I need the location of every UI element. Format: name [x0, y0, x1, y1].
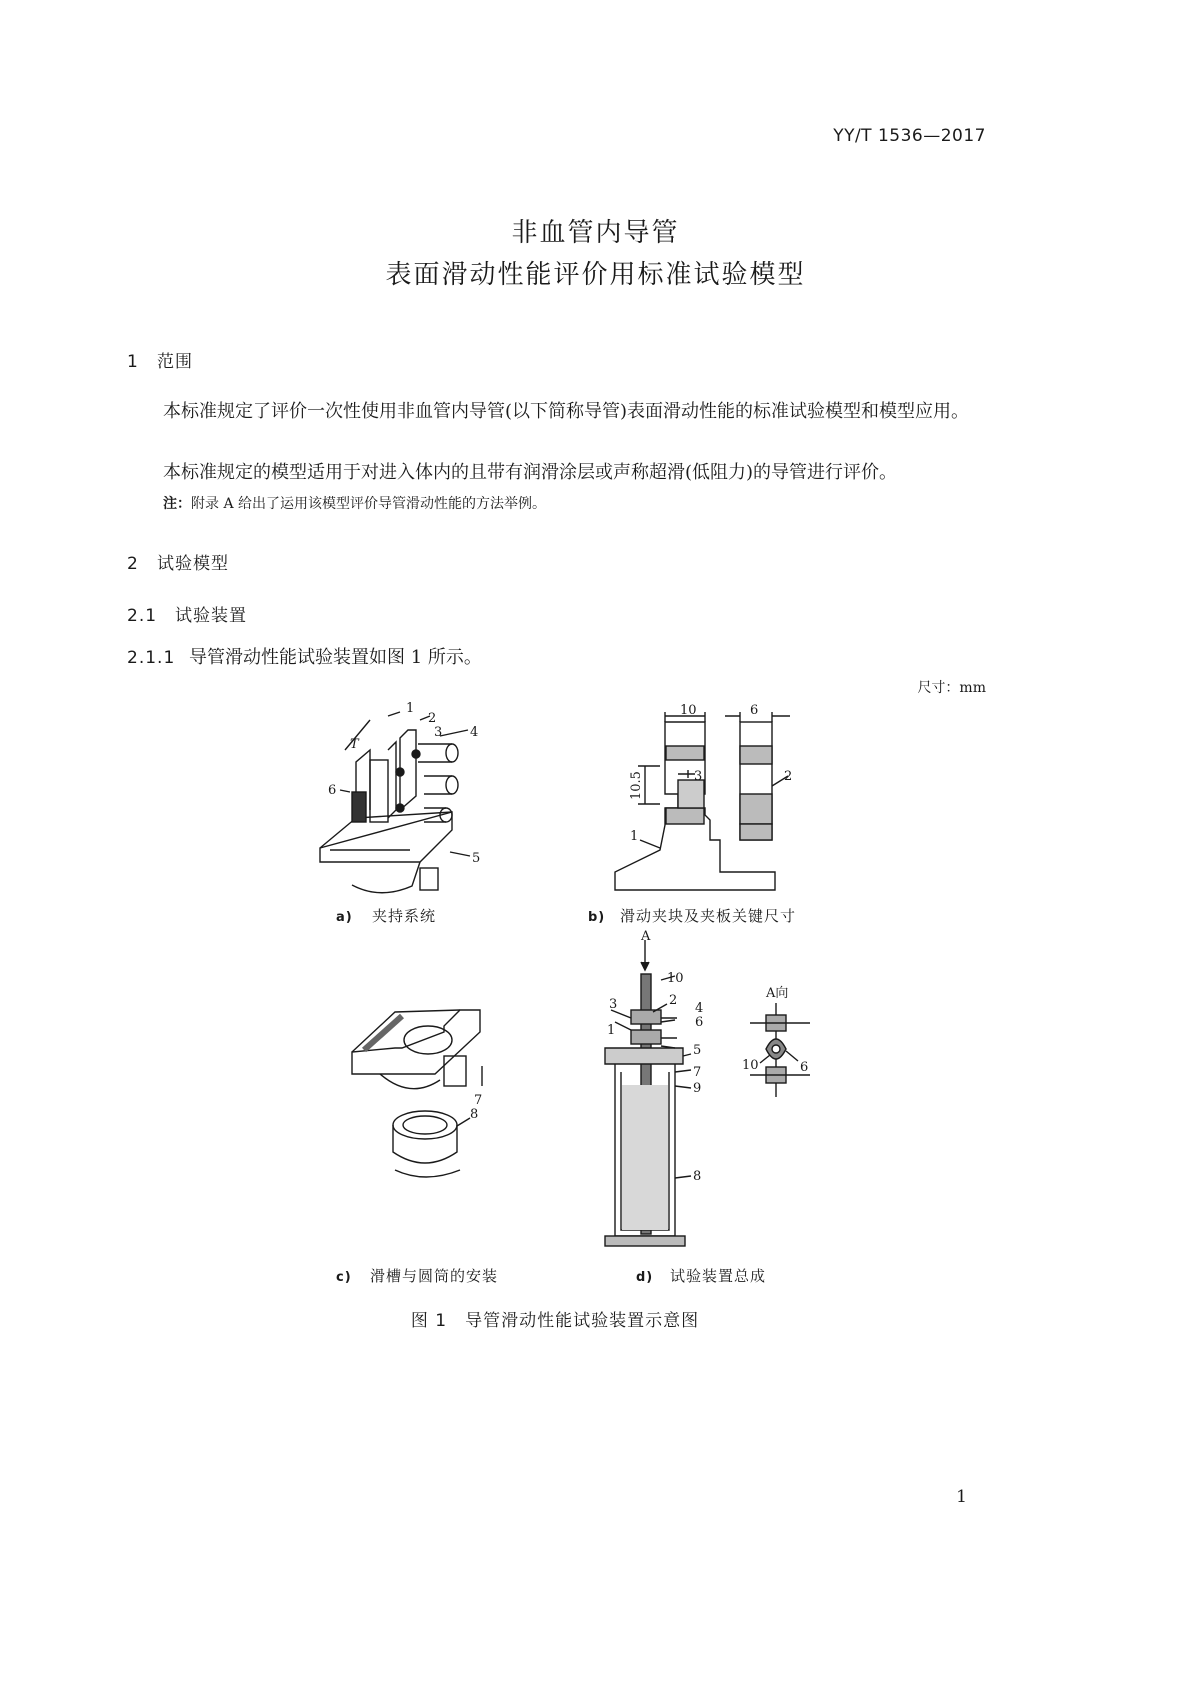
- label-4: 4: [470, 725, 479, 740]
- caption-a: [336, 905, 436, 926]
- caption-b-label: b): [588, 910, 606, 925]
- slot-hatch-1: [666, 746, 704, 760]
- label-6: 6: [695, 1015, 704, 1030]
- section-title: 试验模型: [157, 554, 229, 574]
- caption-d: [636, 1265, 766, 1286]
- label-7: 7: [474, 1093, 483, 1108]
- label-5: 5: [472, 851, 481, 866]
- section-title: 范围: [157, 352, 193, 372]
- section-title: 试验装置: [175, 606, 247, 626]
- caption-c-label: c): [336, 1270, 352, 1285]
- clause-2-1-1: [127, 644, 482, 672]
- part-7: [444, 1056, 466, 1086]
- label-10-5: 10.5: [629, 771, 644, 800]
- label-5: 5: [693, 1043, 702, 1058]
- unit-note: 尺寸：mm: [917, 680, 986, 696]
- label-2: 2: [428, 711, 437, 726]
- caption-d-label: d): [636, 1270, 654, 1285]
- standard-code: YY/T 1536—2017: [833, 126, 986, 146]
- label-1: 1: [630, 829, 639, 844]
- cylinder-base: [605, 1236, 685, 1246]
- page-number: 1: [956, 1487, 967, 1507]
- liquid-9: [622, 1085, 668, 1230]
- note-text: 附录 A 给出了运用该模型评价导管滑动性能的方法举例。: [191, 496, 547, 512]
- clamp-plate-right: [388, 742, 396, 818]
- section-number: 1: [127, 352, 139, 372]
- caption-c-text: 滑槽与圆筒的安装: [370, 1267, 499, 1285]
- label-3: 3: [434, 725, 443, 740]
- figure-b-key-dimensions: [600, 700, 800, 900]
- figure-c-mounting: [340, 990, 510, 1190]
- note-label: 注：: [163, 496, 191, 512]
- section-number: 2.1: [127, 606, 158, 626]
- block-5: [420, 868, 438, 890]
- label-t: T: [350, 737, 359, 752]
- label-7: 7: [693, 1065, 702, 1080]
- clause-text: 导管滑动性能试验装置如图 1 所示。: [189, 647, 482, 668]
- section-number: 2: [127, 554, 139, 574]
- caption-a-label: a): [336, 910, 353, 925]
- caption-d-text: 试验装置总成: [670, 1267, 767, 1285]
- figure-d-view-a: [740, 985, 830, 1105]
- label-6: 6: [328, 783, 337, 798]
- label-8: 8: [470, 1107, 479, 1122]
- caption-a-text: 夹持系统: [372, 907, 437, 925]
- clause-number: 2.1.1: [127, 648, 176, 668]
- note: [163, 493, 546, 513]
- section-1-heading: [127, 347, 193, 372]
- section-2-1-heading: [127, 601, 247, 626]
- clamp-upper: [631, 1010, 661, 1024]
- figure-title: 图 1 导管滑动性能试验装置示意图: [410, 1311, 700, 1331]
- caption-b: [588, 905, 796, 926]
- title-line-2: 表面滑动性能评价用标准试验模型: [385, 260, 806, 290]
- caption-b-text: 滑动夹块及夹板关键尺寸: [620, 907, 797, 925]
- view-a-label-10: 10: [742, 1058, 759, 1073]
- slide-block: [370, 760, 388, 822]
- part-6: [352, 792, 366, 822]
- section-2-heading: [127, 549, 229, 574]
- label-1: 1: [406, 701, 415, 716]
- view-a-label-6: 6: [800, 1060, 809, 1075]
- paragraph-scope-2: 本标准规定的模型适用于对进入体内的且带有润滑涂层或声称超滑(低阻力)的导管进行评价。: [163, 462, 898, 483]
- slide-base: [320, 812, 452, 862]
- label-2: 2: [784, 769, 793, 784]
- cylinder-outline: [352, 862, 420, 893]
- view-a-label: A向: [766, 986, 789, 1001]
- label-2: 2: [669, 993, 678, 1008]
- groove-hole: [404, 1026, 452, 1054]
- title-line-1: 非血管内导管: [511, 218, 680, 248]
- slide-groove-5: [605, 1048, 683, 1064]
- caption-c: [336, 1265, 498, 1286]
- label-4: 4: [695, 1001, 704, 1016]
- label-6: 6: [750, 703, 759, 718]
- label-10: 10: [680, 703, 697, 718]
- cylinder-body: [393, 1125, 457, 1163]
- figure-a-clamping-system: [300, 700, 500, 900]
- label-8: 8: [693, 1169, 702, 1184]
- label-1: 1: [607, 1023, 616, 1038]
- paragraph-scope-1: 本标准规定了评价一次性使用非血管内导管(以下简称导管)表面滑动性能的标准试验模型和模型应用。: [163, 401, 970, 422]
- label-9: 9: [693, 1081, 702, 1096]
- label-a: A: [641, 930, 651, 944]
- label-3: 3: [694, 769, 703, 784]
- label-10: 10: [667, 971, 684, 986]
- label-3: 3: [609, 997, 618, 1012]
